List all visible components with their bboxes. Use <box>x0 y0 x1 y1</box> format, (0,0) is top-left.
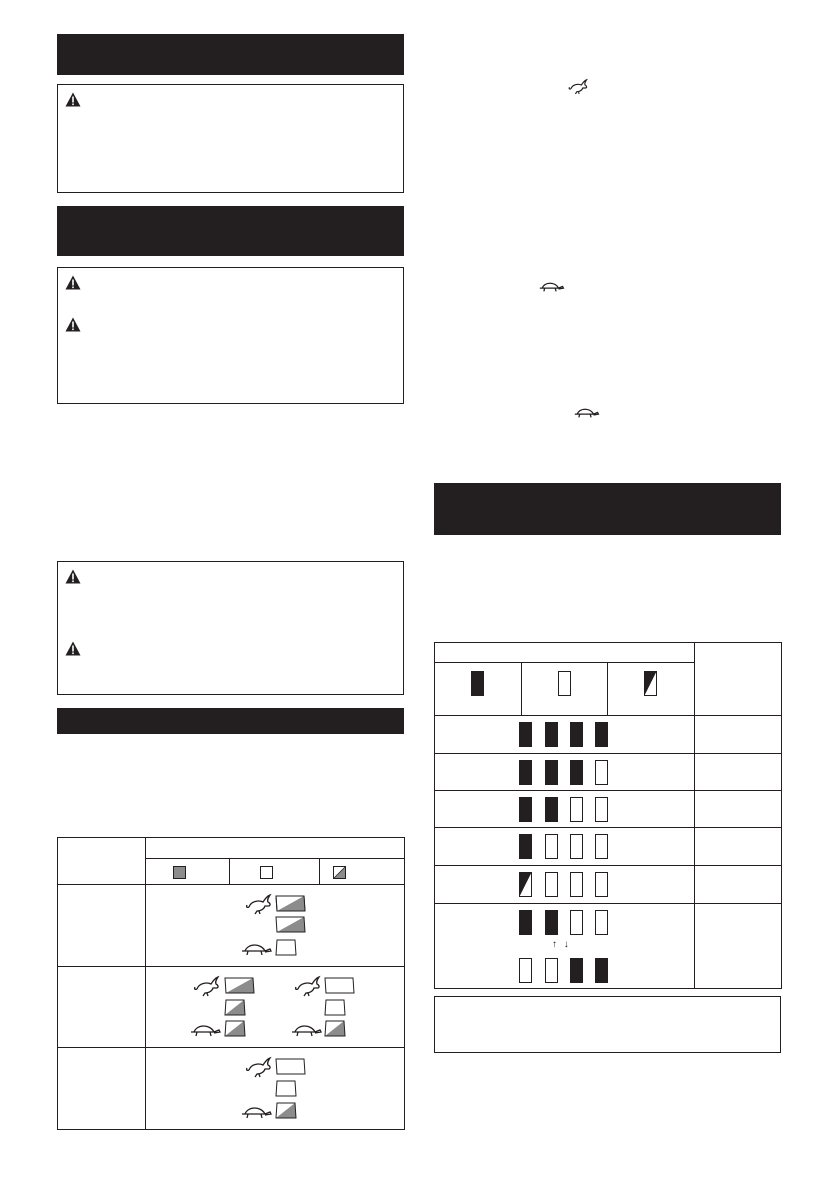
rabbit-icon <box>568 78 588 95</box>
speed-indicator-white <box>323 977 356 994</box>
battery-lamp-on <box>570 722 583 747</box>
warning-box <box>57 561 404 695</box>
battery-lamp-off <box>545 834 558 859</box>
battery-lamp-on <box>519 910 532 935</box>
warning-box <box>57 267 404 404</box>
battery-lamp-off <box>595 872 608 897</box>
battery-lamp-on <box>570 958 583 983</box>
battery-lamp-blinking <box>519 872 532 897</box>
speed-indicator-white <box>274 1080 298 1097</box>
lamp-off-legend <box>558 671 571 696</box>
warning-triangle-icon <box>65 317 81 332</box>
section-header-bar <box>57 206 404 256</box>
battery-lamp-on <box>545 722 558 747</box>
warning-box <box>57 84 404 193</box>
turtle-icon <box>574 405 600 420</box>
lamp-blinking-legend <box>644 671 657 696</box>
rabbit-icon <box>245 893 272 915</box>
rabbit-icon <box>193 975 220 997</box>
warning-triangle-icon <box>65 569 81 584</box>
speed-indicator-grey <box>223 1020 247 1037</box>
battery-lamp-on <box>545 760 558 785</box>
battery-lamp-off <box>570 910 583 935</box>
battery-lamp-off <box>545 872 558 897</box>
battery-lamp-on <box>519 760 532 785</box>
battery-lamp-off <box>519 958 532 983</box>
speed-indicator-grey <box>223 999 247 1016</box>
battery-lamp-on <box>595 958 608 983</box>
battery-lamp-off <box>570 872 583 897</box>
battery-lamp-off <box>595 910 608 935</box>
section-header-bar <box>57 34 404 75</box>
grey-lamp-legend <box>173 866 186 879</box>
speed-indicator-grey <box>274 895 307 912</box>
battery-lamp-on <box>545 797 558 822</box>
rabbit-icon <box>245 1056 272 1078</box>
speed-indicator-grey <box>223 977 256 994</box>
battery-lamp-off <box>595 797 608 822</box>
turtle-icon <box>291 1021 323 1039</box>
section-header-bar <box>57 708 404 734</box>
battery-lamp-on <box>519 834 532 859</box>
battery-lamp-off <box>570 797 583 822</box>
battery-lamp-off <box>570 834 583 859</box>
indicator-lamp-table <box>57 837 405 1130</box>
warning-triangle-icon <box>65 92 81 107</box>
battery-lamp-on <box>570 760 583 785</box>
battery-lamp-on <box>519 797 532 822</box>
battery-lamp-on <box>595 722 608 747</box>
alternating-arrows: ↑ ↓ <box>552 939 571 950</box>
note-box <box>434 996 781 1053</box>
battery-lamp-on <box>519 722 532 747</box>
battery-capacity-table <box>434 642 782 989</box>
turtle-icon <box>539 279 565 294</box>
speed-indicator-grey <box>274 1102 298 1119</box>
battery-lamp-off <box>595 834 608 859</box>
battery-lamp-off <box>545 958 558 983</box>
battery-table-grid <box>434 642 782 989</box>
speed-indicator-grey <box>323 1020 347 1037</box>
battery-lamp-off <box>595 760 608 785</box>
rabbit-icon <box>294 975 321 997</box>
lamp-on-legend <box>471 671 484 696</box>
battery-lamp-on <box>545 910 558 935</box>
turtle-icon <box>241 1103 273 1121</box>
turtle-icon <box>241 940 273 958</box>
speed-indicator-white <box>274 1058 307 1075</box>
speed-indicator-white <box>323 999 347 1016</box>
speed-indicator-white <box>274 939 298 956</box>
turtle-icon <box>190 1021 222 1039</box>
warning-triangle-icon <box>65 641 81 656</box>
section-header-bar <box>434 483 781 535</box>
half-lamp-legend <box>333 866 346 879</box>
speed-indicator-grey <box>274 916 307 933</box>
warning-triangle-icon <box>65 275 81 290</box>
white-lamp-legend <box>260 866 273 879</box>
